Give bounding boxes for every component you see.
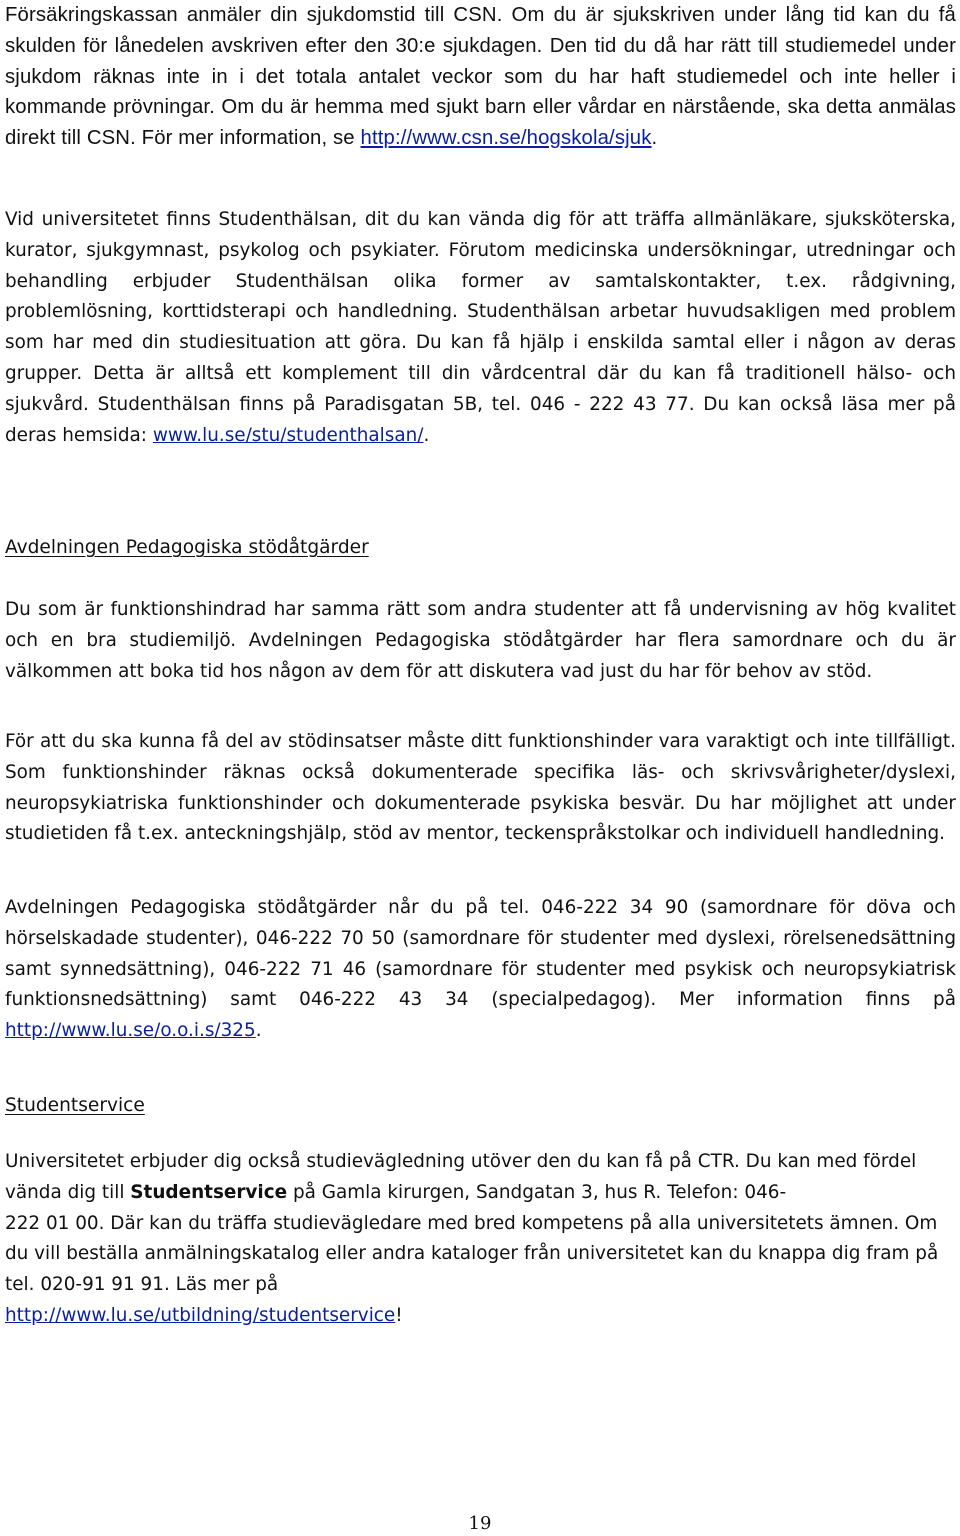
csn-paragraph-end: . xyxy=(651,127,658,150)
pedagogiska-contact-paragraph xyxy=(5,893,956,1047)
studentservice-link[interactable]: http://www.lu.se/utbildning/studentservice xyxy=(5,1304,396,1326)
studentservice-address: på Gamla kirurgen, Sandgatan 3, hus R. Telefon: 046- xyxy=(287,1181,787,1203)
csn-paragraph-text: Försäkringskassan anmäler din sjukdomstid till CSN. Om du är sjukskriven under lång tid kan du få skulden för lånedelen avskriven efter den 30:e sjukdagen. Den tid du då har rätt till studiemedel under sjukdom räknas inte in i det totala antalet veckor som du har haft studiemedel och inte heller i kommande prövningar. Om du är hemma med sjukt barn eller vårdar en närstående, ska detta anmälas direkt till CSN. För mer information, se xyxy=(5,4,956,150)
studentservice-text-continued: 222 01 00. Där kan du träffa studievägledare med bred kompetens på alla universitetets ämnen. Om du vill beställa anmälningskatalog eller andra kataloger från universitetet kan du knappa dig fram på tel. 020-91 91 91. Läs mer på xyxy=(5,1212,939,1296)
studenthalsan-link[interactable]: www.lu.se/stu/studenthalsan/ xyxy=(152,424,424,446)
studenthalsan-paragraph xyxy=(5,205,956,480)
pedagogiska-paragraph-1: Du som är funktionshindrad har samma rätt som andra studenter att få undervisning av hög kvalitet och en bra studiemiljö. Avdelningen Pedagogiska stödåtgärder har flera samordnare och du är välkommen att boka tid hos någon av dem för att diskutera vad just du har för behov av stöd. xyxy=(5,599,956,682)
pedagogiska-contact-end: . xyxy=(255,1020,262,1042)
pedagogiska-paragraph-2: För att du ska kunna få del av stödinsatser måste ditt funktionshinder vara varaktigt och inte tillfälligt. Som funktionshinder räknas också dokumenterade specifika läs- och skrivsvårigheter/dyslexi, neuropsykiatriska funktionshinder och dokumenterade psykiska besvär. Du har möjlighet att under studietiden få t.ex. anteckningshjälp, stöd av mentor, teckenspråkstolkar och individuell handledning. xyxy=(5,731,956,845)
studentservice-paragraph xyxy=(5,1147,956,1332)
studentservice-paragraph-end: ! xyxy=(395,1304,403,1326)
pedagogiska-contact-text: Avdelningen Pedagogiska stödåtgärder når du på tel. 046-222 34 90 (samordnare för döva och hörselskadade studenter), 046-222 70 50 (samordnare för studenter med dyslexi, rörelsenedsättning samt synnedsättning), 046-222 71 46 (samordnare för studenter med psykisk och neuropsykiatrisk funktionsnedsättning) samt 046-222 43 34 (specialpedagog). Mer information finns på xyxy=(5,897,956,1011)
page-number: 19 xyxy=(468,1513,492,1534)
section-heading-pedagogiska-stodatgarder: Avdelningen Pedagogiska stödåtgärder xyxy=(5,537,369,558)
studentservice-text: Universitetet erbjuder dig också studievägledning utöver den du kan få på CTR. Du kan med fördel vända dig till xyxy=(5,1151,917,1203)
pedagogiska-link[interactable]: http://www.lu.se/o.o.i.s/325 xyxy=(5,1020,256,1042)
csn-link[interactable]: http://www.csn.se/hogskola/sjuk xyxy=(360,127,652,150)
section-heading-studentservice: Studentservice xyxy=(5,1095,145,1116)
studenthalsan-paragraph-end: . xyxy=(423,424,430,446)
csn-sickness-paragraph xyxy=(5,0,956,183)
document-page xyxy=(5,0,956,1332)
studenthalsan-text: Vid universitetet finns Studenthälsan, dit du kan vända dig för att träffa allmänläkare, sjuksköterska, kurator, sjukgymnast, psykolog och psykiater. Förutom medicinska undersökningar, utredningar och behandling erbjuder Studenthälsan olika former av samtalskontakter, t.ex. rådgivning, problemlösning, korttidsterapi och handledning. Studenthälsan arbetar huvudsakligen med problem som har med din studiesituation att göra. Du kan få hjälp i enskilda samtal eller i någon av deras grupper. Detta är alltså ett komplement till din vårdcentral där du kan få traditionell hälso- och sjukvård. Studenthälsan finns på Paradisgatan 5B, tel. 046 - 222 43 77. Du kan också läsa mer på deras hemsida: xyxy=(5,209,956,446)
studentservice-bold-label: Studentservice xyxy=(130,1181,288,1203)
